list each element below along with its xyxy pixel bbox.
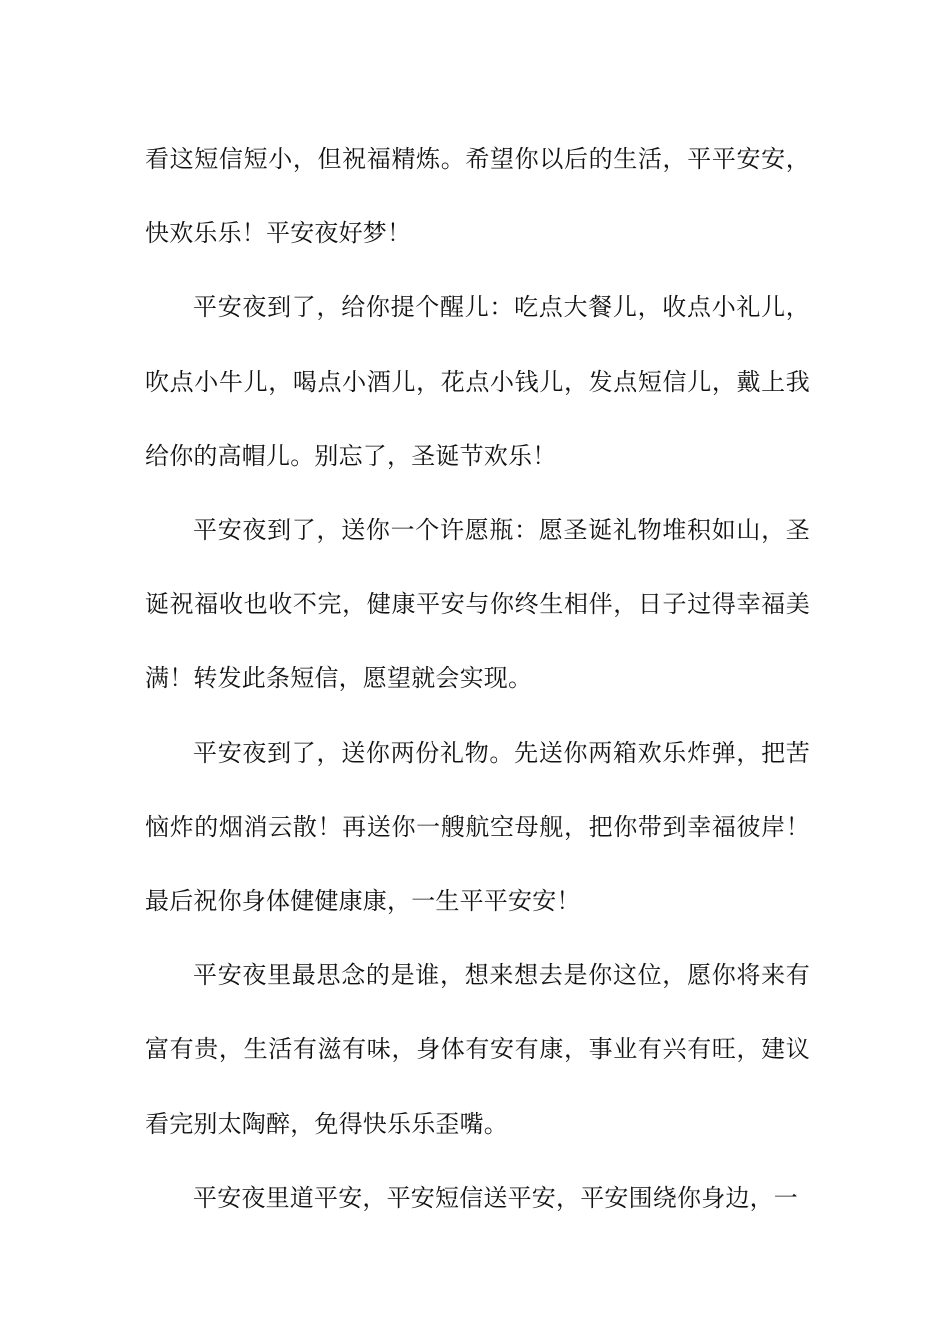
paragraph-5: 平安夜里最思念的是谁，想来想去是你这位，愿你将来有富有贵，生活有滋有味，身体有安有康，事业有兴有旺，建议看完别太陶醉，免得快乐乐歪嘴。 (145, 961, 810, 1138)
paragraph-4: 平安夜到了，送你两份礼物。先送你两箱欢乐炸弹，把苦恼炸的烟消云散！再送你一艘航空母舰，把你带到幸福彼岸！最后祝你身体健健康康，一生平平安安！ (145, 738, 810, 916)
paragraph-2: 平安夜到了，给你提个醒儿：吃点大餐儿，收点小礼儿，吹点小牛儿，喝点小酒儿，花点小钱儿，发点短信儿，戴上我给你的高帽儿。别忘了，圣诞节欢乐！ (145, 293, 810, 470)
paragraph-1: 看这短信短小，但祝福精炼。希望你以后的生活，平平安安，快欢乐乐！平安夜好梦！ (145, 145, 810, 248)
paragraph-3: 平安夜到了，送你一个许愿瓶：愿圣诞礼物堆积如山，圣诞祝福收也收不完，健康平安与你终生相伴，日子过得幸福美满！转发此条短信，愿望就会实现。 (145, 516, 810, 693)
document-body (145, 122, 810, 1235)
paragraph-6: 平安夜里道平安，平安短信送平安，平安围绕你身边，一 (193, 1183, 798, 1212)
